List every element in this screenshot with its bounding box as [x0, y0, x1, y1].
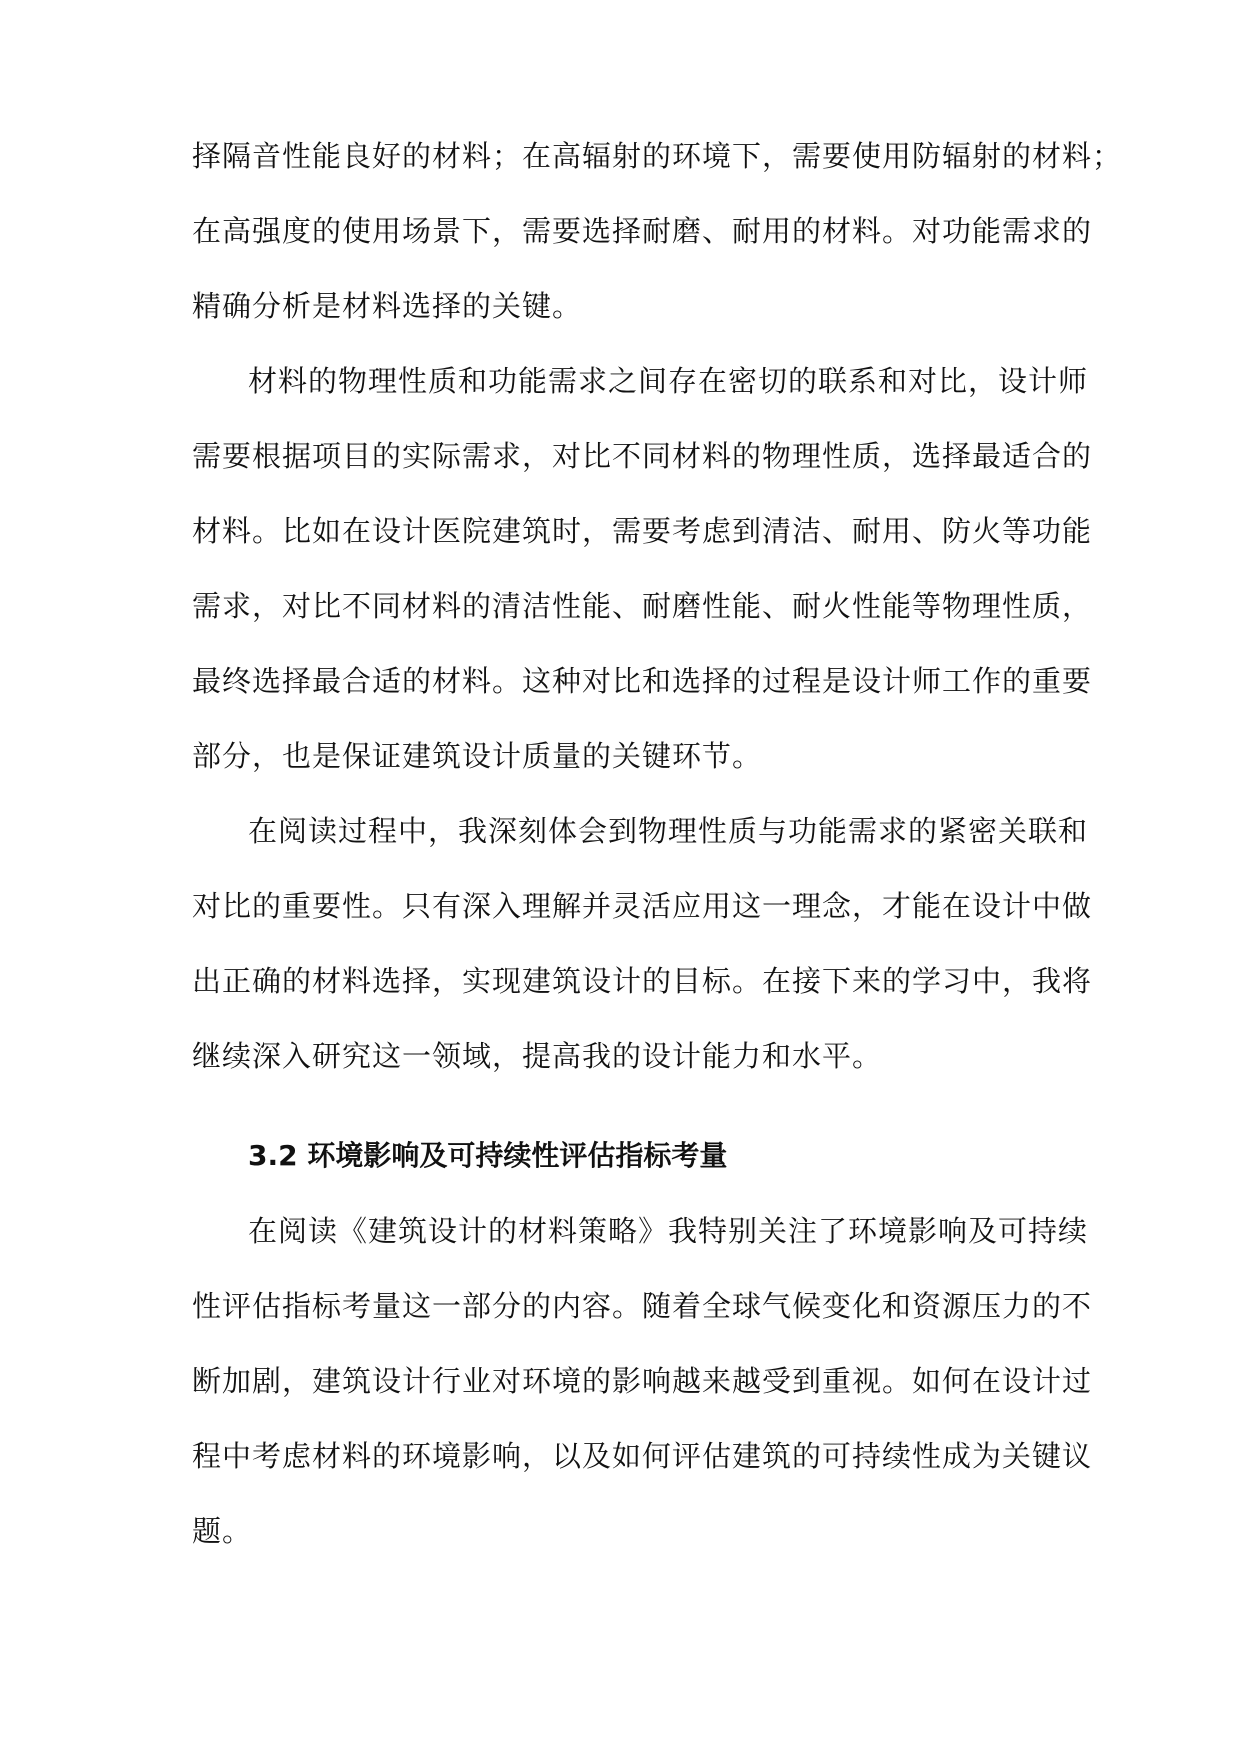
paragraph-3-line-4: 继续深入研究这一领域，提高我的设计能力和水平。 [192, 1039, 883, 1073]
paragraph-2-line-3: 材料。比如在设计医院建筑时，需要考虑到清洁、耐用、防火等功能 [192, 514, 1093, 548]
paragraph-3-line-3: 出正确的材料选择，实现建筑设计的目标。在接下来的学习中，我将 [192, 964, 1093, 998]
paragraph-3-line-1: 在阅读过程中，我深刻体会到物理性质与功能需求的紧密关联和 [248, 814, 1089, 848]
section-heading: 3.2 环境影响及可持续性评估指标考量 [248, 1139, 728, 1172]
paragraph-2-line-2: 需要根据项目的实际需求，对比不同材料的物理性质，选择最适合的 [192, 439, 1093, 473]
section-paragraph-line-4: 程中考虑材料的环境影响，以及如何评估建筑的可持续性成为关键议 [192, 1439, 1093, 1473]
paragraph-2-line-4: 需求，对比不同材料的清洁性能、耐磨性能、耐火性能等物理性质， [192, 589, 1093, 623]
paragraph-2-line-6: 部分，也是保证建筑设计质量的关键环节。 [192, 739, 763, 773]
section-paragraph-line-3: 断加剧，建筑设计行业对环境的影响越来越受到重视。如何在设计过 [192, 1364, 1093, 1398]
paragraph-1-line-2: 在高强度的使用场景下，需要选择耐磨、耐用的材料。对功能需求的 [192, 214, 1093, 248]
paragraph-2-line-5: 最终选择最合适的材料。这种对比和选择的过程是设计师工作的重要 [192, 664, 1093, 698]
paragraph-3-line-2: 对比的重要性。只有深入理解并灵活应用这一理念，才能在设计中做 [192, 889, 1093, 923]
section-paragraph-line-2: 性评估指标考量这一部分的内容。随着全球气候变化和资源压力的不 [192, 1289, 1093, 1323]
section-paragraph-line-5: 题。 [192, 1514, 253, 1548]
section-paragraph-line-1: 在阅读《建筑设计的材料策略》我特别关注了环境影响及可持续 [248, 1214, 1089, 1248]
paragraph-1-line-3: 精确分析是材料选择的关键。 [192, 289, 583, 323]
paragraph-2-line-1: 材料的物理性质和功能需求之间存在密切的联系和对比，设计师 [248, 364, 1089, 398]
paragraph-1-line-1: 择隔音性能良好的材料；在高辐射的环境下，需要使用防辐射的材料； [192, 139, 1123, 173]
